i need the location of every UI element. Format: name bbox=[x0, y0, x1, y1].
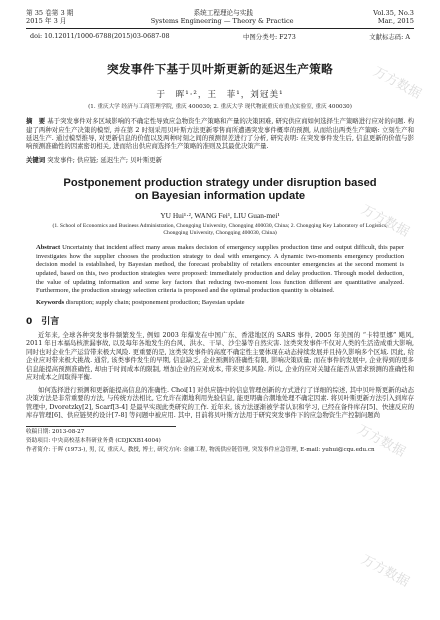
abstract-text-cn: 基于突发事件对多区域影响的不确定性导致应急物资生产策略和产量的决策困难, 研究供应商如何选择生产策略进行应对的问题. 构建了两种对应生产决策的模型, 并在第 2 时刻采用贝叶斯方法更新零售商所遭遇突发事件概率的预测, 从而给出两类生产策略: 立刻生产和延迟生产. 通过模型推导, 对更新信息的价值以及两种时刻之间的预测误差进行了分析, 研究表明: 在突发事件发生后, 信息更新的价值与影响预测准确性的因素密切相关, 进而给出供应商选择生产策略的准则及其最优决策产量. bbox=[26, 117, 414, 151]
volume-issue-en: Vol.35, No.3 bbox=[373, 9, 414, 17]
authors-en: YU Hui¹·², WANG Fei¹, LIU Guan-mei¹ bbox=[160, 210, 280, 220]
affiliation-cn: (1. 重庆大学 经济与工商管理学院, 重庆 400030; 2. 重庆大学 现代物流重庆市重点实验室, 重庆 400030) bbox=[88, 103, 352, 110]
affiliation-en: (1. School of Economics and Business Administration, Chongqing University, Chongqing 400030, China; 2. Chongqing Key Laboratory of Logistics, Chongqing University, Chongqing 400030, China) bbox=[52, 222, 388, 237]
keywords-text-en: disruption; supply chain; postponement production; Bayesian update bbox=[65, 298, 245, 306]
keywords-text-cn: 突发事件; 供应链; 延迟生产; 贝叶斯更新 bbox=[47, 155, 163, 164]
watermark: 万方数据 bbox=[358, 202, 412, 241]
clc-number: 中图分类号: F273 bbox=[243, 32, 296, 41]
abstract-en bbox=[26, 244, 414, 296]
abstract-text-en: Uncertainty that incident affect many areas makes decision of emergency supplies production time and output difficult, this paper investigates how the supplier chooses the production strategy to deal with emergency. A dynamic two-moments emergency production decision model is established, by Bayesian method, the forecast probability of retailers encounter emergencies at the second moment is updated, based on this, two production strategies were proposed: immediately production and delay production. Through model deduction, the value of updating information and some key factors that reducing two-moment loss function different are quantitative analyzed. Furthermore, the production strategy selection criteria is proposed and the optimal production quantity is obtained. bbox=[36, 244, 404, 295]
intro-paragraph-2: 如何选择进行预测和更新能提高信息的准确性. Choi[1] 对供应链中的信息管理创新的方式进行了详细的综述, 其中贝叶斯更新的动态决策方法是非常重要的方法, 与传统方法相比, 它允许在潮地利用先验信息, 能更明确合潮地处理不确定因素. 将贝叶斯更新方法引入到库存管理中, Dvoretzky[2], Scarf[3-4] 是最早实现此类研究的工作. 近年来, 该方法逐渐被学者认识和学习, 已经在备件库存[5]、快速反应的库存管理[6]、供应链契约设计[7-8] 等问题中被应用. 其中, 目前将贝叶斯方法用于研究突发事件下的应急物资生产控制问题尚 bbox=[26, 385, 414, 420]
header-rule bbox=[26, 28, 414, 29]
footnote-received: 收稿日期: 2013-08-27 bbox=[26, 428, 85, 435]
abstract-label-en: Abstract bbox=[36, 244, 61, 252]
abstract-label-cn: 摘 要 bbox=[26, 117, 46, 126]
journal-header-row-2 bbox=[26, 17, 414, 25]
authors-cn: 于 晖¹·²，王 菲¹，刘冠美¹ bbox=[156, 89, 284, 100]
journal-name-cn: 系统工程理论与实践 bbox=[193, 9, 253, 17]
keywords-label-en: Keywords bbox=[36, 298, 65, 306]
watermark: 万方数据 bbox=[358, 552, 412, 591]
footnote-rule bbox=[26, 426, 176, 427]
title-cn: 突发事件下基于贝叶斯更新的延迟生产策略 bbox=[107, 61, 333, 76]
issue-date-en: Mar., 2015 bbox=[377, 17, 414, 26]
watermark: 万方数据 bbox=[370, 64, 424, 103]
issue-date: 2015 年 3 月 bbox=[26, 17, 67, 26]
watermark: 万方数据 bbox=[354, 422, 408, 461]
article-meta bbox=[26, 32, 414, 41]
title-en: Postponement production strategy under disruption based on Bayesian information update bbox=[63, 176, 377, 202]
doi: doi: 10.12011/1000-6788(2015)03-0687-08 bbox=[30, 31, 170, 40]
footnote-author: 作者简介: 于晖 (1973-), 男, 汉, 重庆人, 教授, 博士, 研究方向: 金融工程, 物流供应链管理, 突发事件应急管理, E-mail: yuhui@cqu.edu.cn bbox=[26, 447, 375, 454]
footnote-fund: 资助项目: 中央高校基本科研业务费 (CDJKXB14004) bbox=[26, 438, 161, 445]
journal-header-row-1 bbox=[26, 9, 414, 17]
abstract-cn bbox=[26, 117, 414, 151]
journal-name-en: Systems Engineering — Theory & Practice bbox=[150, 17, 294, 26]
keywords-en bbox=[26, 299, 414, 306]
section-heading-intro: 0 引言 bbox=[26, 316, 60, 327]
document-code: 文献标志码: A bbox=[369, 32, 410, 41]
intro-paragraph-1: 近年来, 全球各种突发事件频繁发生, 例如 2003 年爆发在中国广东、香港地区的 SARS 事件, 2005 年美国的 “卡特里娜” 飓风, 2011 年日本福岛核泄漏事故, 以及每年各地发生的台风、洪水、干旱、沙尘暴等自然灾害. 这类突发事件不仅对人类的生活造成重大影响, 同时也对企业生产运营带来极大风险. 更重要的是, 这类突发事件的高度不确定性主要体现在动态持续发展并且持久影响多个区域. 因此, 给企业应对带来极大挑战. 通常, 该类事件发生的早期, 信息缺乏, 企业预测的准确性有限, 影响决策质量; 而在事件的发展中, 企业得到的更多信息能提高预测准确性, 却由于时间成本的限制, 增加企业的应对成本, 带来更多风险. 所以, 企业的应对关键在能否从需求预测的准确性和应对成本之间取得平衡. bbox=[26, 330, 414, 382]
keywords-cn bbox=[26, 155, 414, 164]
keywords-label-cn: 关键词 bbox=[26, 155, 46, 164]
volume-issue: 第 35 卷第 3 期 bbox=[26, 9, 74, 17]
